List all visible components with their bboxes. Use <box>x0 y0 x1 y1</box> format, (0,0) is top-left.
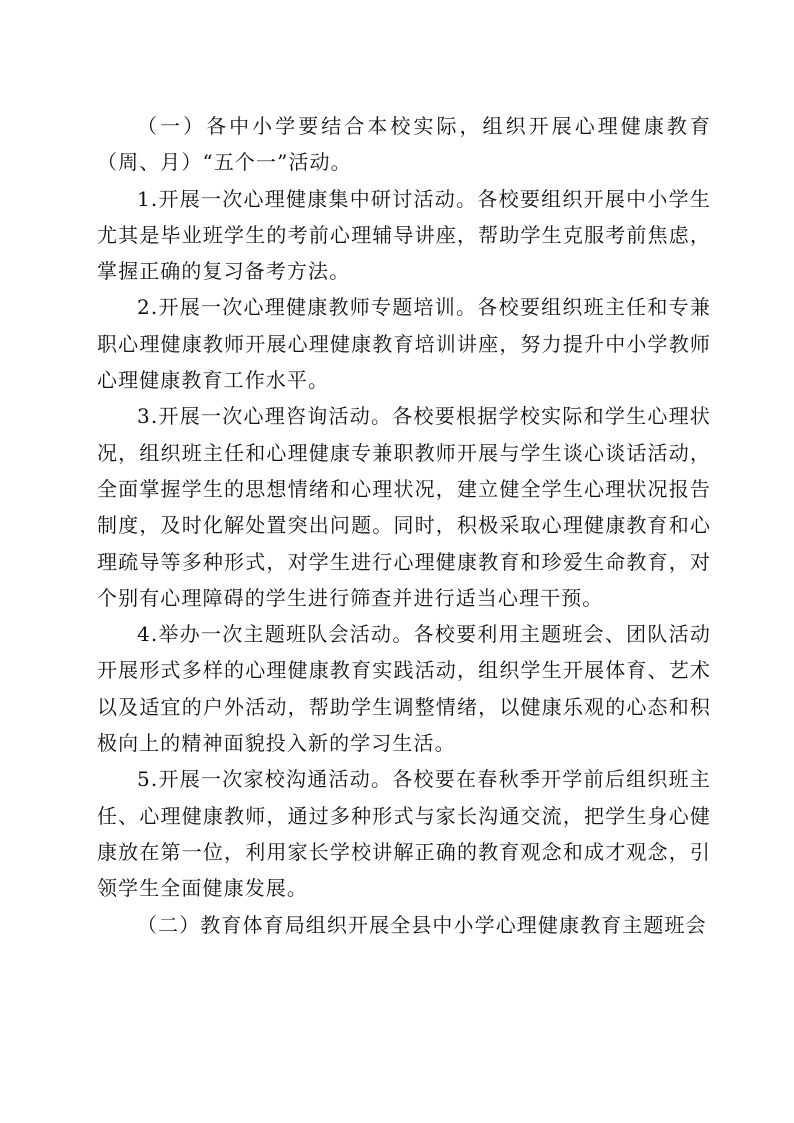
document-body <box>97 108 711 943</box>
paragraph-item-1: 1.开展一次心理健康集中研讨活动。各校要组织开展中小学生尤其是毕业班学生的考前心理辅导讲座，帮助学生克服考前焦虑，掌握正确的复习备考方法。 <box>97 186 711 284</box>
paragraph-item-4: 4.举办一次主题班队会活动。各校要利用主题班会、团队活动开展形式多样的心理健康教育实践活动，组织学生开展体育、艺术以及适宜的户外活动，帮助学生调整情绪，以健康乐观的心态和积极向上的精神面貌投入新的学习生活。 <box>97 622 711 756</box>
section-heading-1: （一）各中小学要结合本校实际，组织开展心理健康教育（周、月）“五个一”活动。 <box>97 114 711 175</box>
section-heading-2: （二）教育体育局组织开展全县中小学心理健康教育主题班会 <box>137 912 707 937</box>
paragraph-item-3: 3.开展一次心理咨询活动。各校要根据学校实际和学生心理状况，组织班主任和心理健康专兼职教师开展与学生谈心谈话活动，全面掌握学生的思想情绪和心理状况，建立健全学生心理状况报告制度，及时化解处置突出问题。同时，积极采取心理健康教育和心理疏导等多种形式，对学生进行心理健康教育和珍爱生命教育，对个别有心理障碍的学生进行筛查并进行适当心理干预。 <box>97 404 711 610</box>
paragraph-item-5: 5.开展一次家校沟通活动。各校要在春秋季开学前后组织班主任、心理健康教师，通过多种形式与家长沟通交流，把学生身心健康放在第一位，利用家长学校讲解正确的教育观念和成才观念，引领学生全面健康发展。 <box>97 767 711 901</box>
paragraph-item-2: 2.开展一次心理健康教师专题培训。各校要组织班主任和专兼职心理健康教师开展心理健康教育培训讲座，努力提升中小学教师心理健康教育工作水平。 <box>97 295 711 393</box>
